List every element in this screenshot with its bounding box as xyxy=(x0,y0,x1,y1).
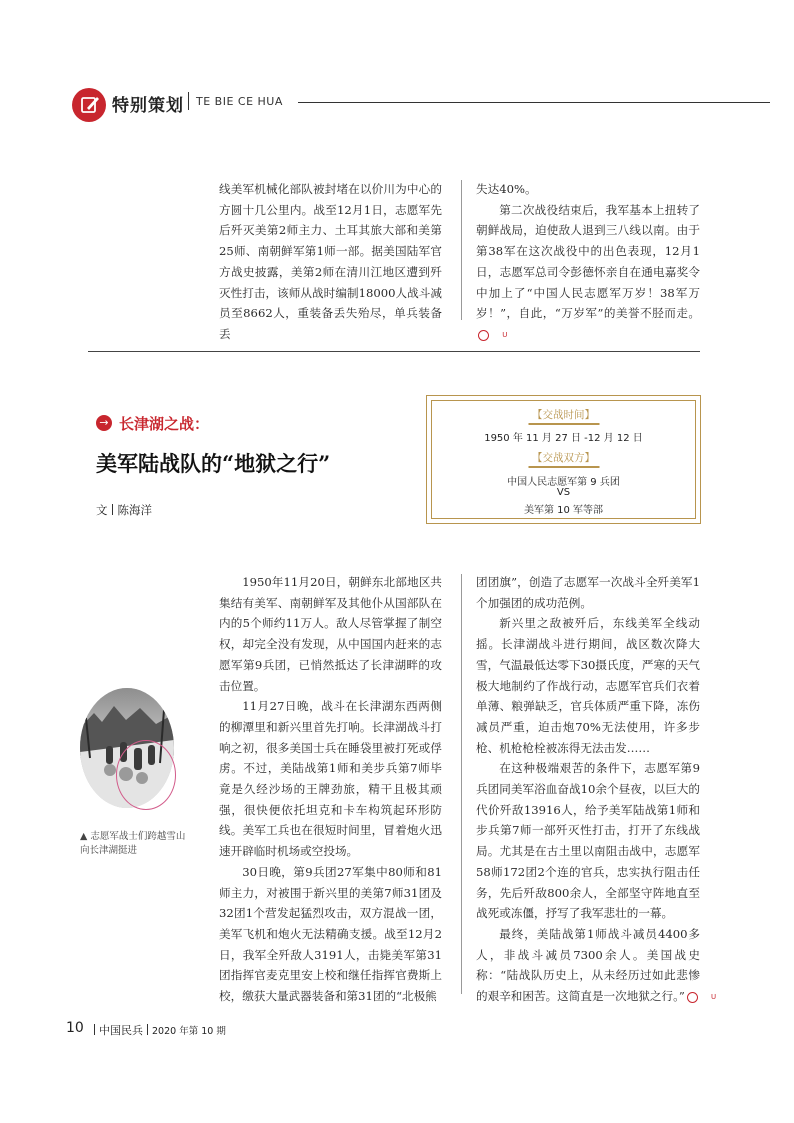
battle-info-box xyxy=(426,395,701,524)
arrow-right-icon: → xyxy=(96,415,112,431)
time-label: 【交战时间】 xyxy=(528,407,599,425)
body-paragraph: 在这种极端艰苦的条件下，志愿军第9兵团同美军浴血奋战10余个昼夜，以巨大的代价歼敌13916人，给予美军陆战第1师和步兵第7师一部歼灭性打击，打开了东线战局。尤其是在古土里以南阻击战中，志愿军58师172团2个连的官兵，忠实执行阻击任务，先后歼敌800余人，全部坚守阵地直至战死或冻僵，抒写了我军悲壮的一幕。 xyxy=(476,761,700,921)
section-divider xyxy=(88,351,700,352)
author-name: 陈海洋 xyxy=(117,503,152,517)
article-subtitle: 长津湖之战： xyxy=(119,415,210,433)
magazine-name: 中国民兵 xyxy=(99,1024,143,1037)
body-column-divider xyxy=(461,574,462,994)
body-paragraph-final: 最终，美陆战第1师战斗减员4400多人，非战斗减员7300余人。美国战史称：“陆战队历史上，从未经历过如此悲惨的艰辛和困苦。这简直是一次地狱之行。” U xyxy=(476,926,717,1004)
body-right-column xyxy=(476,572,717,1007)
issue-label: 2020 年第 10 期 xyxy=(152,1026,226,1037)
body-paragraph: 30日晚，第9兵团27军集中80师和81师主力，对被围于新兴里的美第7师31团及32团1个营发起猛烈攻击，双方混战一团，美军飞机和炮火无法精确支援。战至12月2日，我军全歼敌人3191人，击毙美军第31团指挥官麦克里安上校和继任指挥官费斯上校，缴获大量武器装备和第31团的“北极熊 xyxy=(219,864,442,1004)
header-divider xyxy=(188,92,189,110)
side-b: 美军第 10 军等部 xyxy=(523,505,604,516)
article-title: 美军陆战队的“地狱之行” xyxy=(96,451,331,476)
header-rule xyxy=(298,102,770,103)
author-label: 文 xyxy=(96,503,108,517)
footer-publication xyxy=(90,1022,226,1038)
byline-divider xyxy=(112,504,113,515)
section-pinyin: TE BIE CE HUA xyxy=(196,95,283,108)
section-logo-icon xyxy=(72,88,106,122)
top-right-column xyxy=(476,179,700,345)
byline xyxy=(96,502,152,518)
top-right-paragraph-2: 第二次战役结束后，我军基本上扭转了朝鲜战局，迫使敌人退到三八线以南。由于第38军在这次战役中的出色表现，12月1日，志愿军总司令彭德怀亲自在通电嘉奖令中加上了“中国人民志愿军万岁！38军万岁！”，自此，“万岁军”的美誉不胫而走。U xyxy=(476,202,700,339)
body-left-column xyxy=(219,572,442,1007)
time-value: 1950 年 11 月 27 日 -12 月 12 日 xyxy=(484,433,643,444)
section-title: 特别策划 xyxy=(112,96,184,116)
end-mark-icon: U xyxy=(478,330,489,341)
body-paragraph: 新兴里之敌被歼后，东线美军全线动摇。长津湖战斗进行期间，战区数次降大雪，气温最低达零下30摄氏度，严寒的天气极大地制约了作战行动，志愿军官兵们衣着单薄、粮弹缺乏，官兵体质严重下降，冻伤减员严重，迫击炮70%无法使用，许多步枪、机枪枪栓被冻得无法击发…… xyxy=(476,616,700,755)
versus-label: VS xyxy=(556,487,571,498)
top-left-column xyxy=(219,179,442,345)
photo-caption: ▲ 志愿军战士们跨越雪山向长津湖挺进 xyxy=(80,831,186,856)
top-left-paragraph: 线美军机械化部队被封堵在以价川为中心的方圆十几公里内。战至12月1日，志愿军先后歼灭美第2师主力、土耳其旅大部和美第25师、南朝鲜军第1师一部。据美国陆军官方战史披露，美第2师在清川江地区遭到歼灭性打击，该师从战时编制18000人战斗减员至8662人，重装备丢失殆尽，单兵装备丢 xyxy=(219,182,442,341)
footer-divider xyxy=(147,1024,148,1035)
top-right-paragraph-1: 失达40%。 xyxy=(476,182,537,196)
footer-divider xyxy=(94,1024,95,1035)
sides-label: 【交战双方】 xyxy=(528,450,599,468)
page-number: 10 xyxy=(66,1020,84,1036)
photo-accent-ring xyxy=(116,740,176,810)
body-paragraph: 11月27日晚，战斗在长津湖东西两侧的柳潭里和新兴里首先打响。长津湖战斗打响之初，很多美国士兵在睡袋里被打死或俘虏。不过，美陆战第1师和美步兵第7师毕竟是久经沙场的王牌劲旅，精干且极其顽强，很快便依托坦克和卡车构筑起环形防线。美军工兵也在很短时间里，冒着炮火迅速开辟临时机场或空投场。 xyxy=(219,699,442,859)
body-paragraph: 团团旗”，创造了志愿军一次战斗全歼美军1个加强团的成功范例。 xyxy=(476,575,700,610)
pencil-edit-icon xyxy=(72,88,106,122)
end-mark-icon: U xyxy=(687,992,698,1003)
top-column-divider xyxy=(461,180,462,320)
body-paragraph: 1950年11月20日，朝鲜东北部地区共集结有美军、南朝鲜军及其他仆从国部队在内的5个师约11万人。敌人尽管掌握了制空权，却完全没有发现，从中国国内赶来的志愿军第9兵团，已悄然抵达了长津湖畔的攻击位置。 xyxy=(219,575,442,693)
side-a: 中国人民志愿军第 9 兵团 xyxy=(507,477,620,488)
